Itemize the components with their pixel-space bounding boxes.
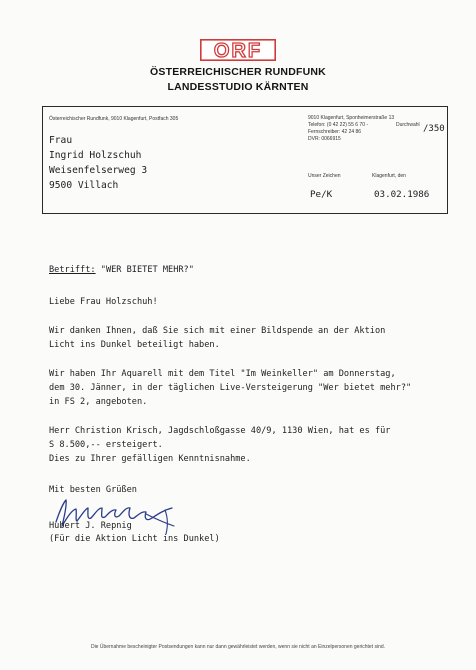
sender-line: Österreichischer Rundfunk, 9010 Klagenfurt, Postfach 305: [49, 116, 179, 122]
paragraph2-line3: in FS 2, angeboten.: [49, 397, 148, 407]
paragraph1-line2: Licht ins Dunkel beteiligt haben.: [49, 340, 220, 350]
svg-text:ORF: ORF: [213, 40, 263, 61]
footer-note: Die Übernahme bescheinigter Postsendungen kann nur dann gewährleistet werden, wenn sie nicht an Einzelpersonen gerichtet sind.: [90, 644, 386, 650]
contact-dvr: DVR: 0066915: [308, 136, 341, 142]
recipient-name: Ingrid Holzschuh: [49, 150, 142, 161]
orf-logo: [200, 39, 276, 61]
org-name: ÖSTERREICHISCHER RUNDFUNK: [150, 66, 326, 78]
subject-line: [49, 265, 194, 275]
contact-phone: Telefon: (0 42 22) 55 6 70 -: [308, 122, 369, 128]
signer-name: Hubert J. Repnig: [49, 521, 132, 531]
subject-label: Betrifft:: [49, 265, 96, 275]
greeting: Liebe Frau Holzschuh!: [49, 297, 158, 307]
contact-address: 9010 Klagenfurt, Sponheimerstraße 13: [308, 115, 395, 121]
durchwahl-label: Durchwahl: [396, 122, 420, 128]
durchwahl-value: /350: [423, 124, 445, 134]
org-studio: LANDESSTUDIO KÄRNTEN: [167, 81, 309, 93]
paragraph3-line1: Herr Christion Krisch, Jagdschloßgasse 40/9, 1130 Wien, hat es für: [49, 426, 391, 436]
reference-value: Pe/K: [310, 189, 333, 200]
paragraph3-line2: S 8.500,-- ersteigert.: [49, 440, 163, 450]
signer-role: (Für die Aktion Licht ins Dunkel): [49, 534, 220, 544]
recipient-street: Weisenfelserweg 3: [49, 165, 148, 176]
recipient-city: 9500 Villach: [49, 180, 119, 191]
paragraph2-line2: dem 30. Jänner, in der täglichen Live-Versteigerung "Wer bietet mehr?": [49, 383, 412, 393]
paragraph1-line1: Wir danken Ihnen, daß Sie sich mit einer Bildspende an der Aktion: [49, 326, 386, 336]
paragraph2-line1: Wir haben Ihr Aquarell mit dem Titel "Im Weinkeller" am Donnerstag,: [49, 369, 396, 379]
subject-text: "WER BIETET MEHR?": [100, 265, 194, 275]
date-value: 03.02.1986: [374, 189, 430, 200]
reference-label: Unser Zeichen: [308, 173, 341, 179]
closing: Mit besten Grüßen: [49, 485, 137, 495]
date-label: Klagenfurt, den: [372, 173, 406, 179]
contact-telex: Fernschreiber: 42 24 86: [308, 129, 362, 135]
recipient-salutation: Frau: [49, 135, 73, 146]
paragraph3-line3: Dies zu Ihrer gefälligen Kenntnisnahme.: [49, 454, 251, 464]
